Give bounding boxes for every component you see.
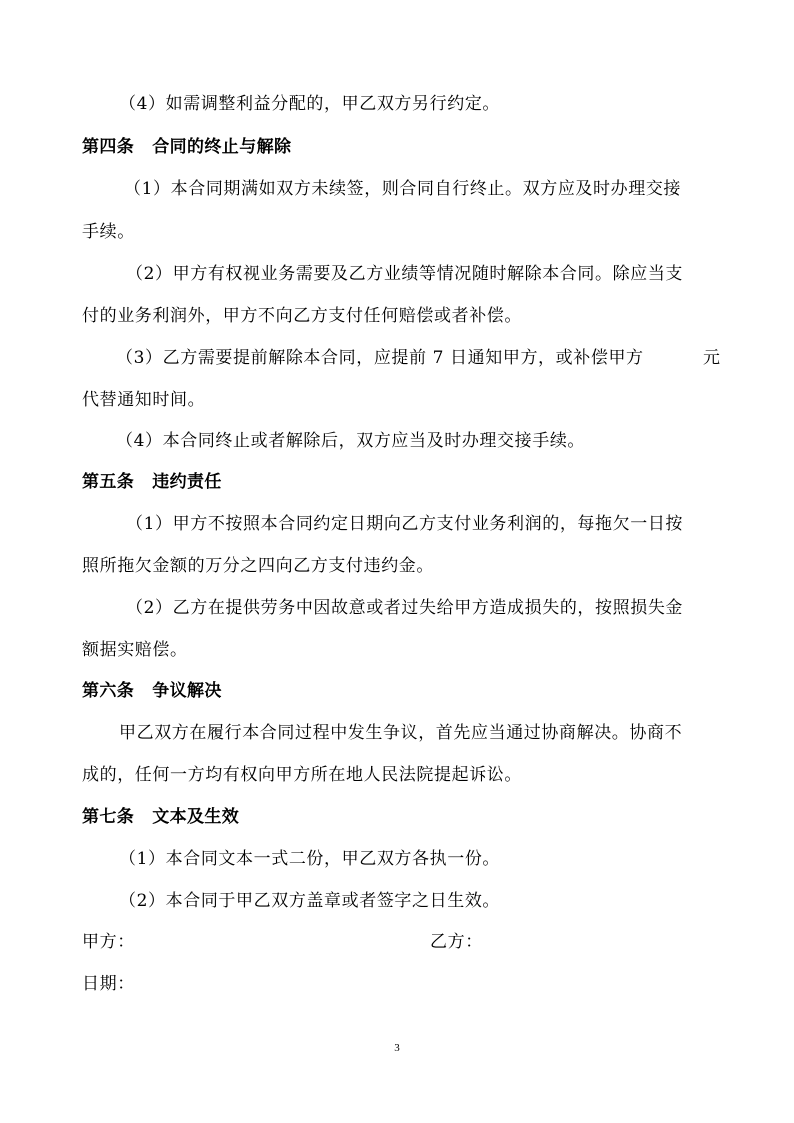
article-4-item-3-line-1: （3）乙方需要提前解除本合同，应提前 7 日通知甲方，或补偿甲方 bbox=[116, 348, 644, 368]
article-4-item-3-line-2: 代替通知时间。 bbox=[82, 390, 206, 410]
article-4-heading bbox=[82, 135, 291, 159]
article-4-item-1-line-2: 手续。 bbox=[82, 222, 135, 242]
article-5-title: 违约责任 bbox=[152, 472, 222, 492]
article-7-number: 第七条 bbox=[82, 807, 135, 827]
article-4-title: 合同的终止与解除 bbox=[152, 137, 292, 157]
article-5-item-2-line-2: 额据实赔偿。 bbox=[82, 640, 188, 660]
article-5-item-1-line-1: （1）甲方不按照本合同约定日期向乙方支付业务利润的，每拖欠一日按 bbox=[126, 514, 684, 534]
article-6-heading bbox=[82, 679, 222, 703]
article-5-number: 第五条 bbox=[82, 472, 135, 492]
article-7-title: 文本及生效 bbox=[152, 807, 240, 827]
article-4-item-2-line-2: 付的业务利润外，甲方不向乙方支付任何赔偿或者补偿。 bbox=[82, 306, 522, 326]
article-4-item-4: （4）本合同终止或者解除后，双方应当及时办理交接手续。 bbox=[116, 431, 586, 451]
article-4-number: 第四条 bbox=[82, 137, 135, 157]
article-6-line-1: 甲乙双方在履行本合同过程中发生争议，首先应当通过协商解决。协商不 bbox=[119, 723, 683, 743]
article-4-item-2-line-1: （2）甲方有权视业务需要及乙方业绩等情况随时解除本合同。除应当支 bbox=[126, 264, 684, 284]
article-4-item-3-unit: 元 bbox=[703, 348, 721, 368]
article-5-heading bbox=[82, 470, 222, 494]
page-number: 3 bbox=[394, 1042, 400, 1054]
article-6-number: 第六条 bbox=[82, 681, 135, 701]
article-7-item-2: （2）本合同于甲乙双方盖章或者签字之日生效。 bbox=[119, 891, 501, 911]
article-7-heading bbox=[82, 805, 239, 829]
article-6-line-2: 成的，任何一方均有权向甲方所在地人民法院提起诉讼。 bbox=[82, 765, 522, 785]
article-5-item-2-line-1: （2）乙方在提供劳务中因故意或者过失给甲方造成损失的，按照损失金 bbox=[126, 598, 684, 618]
date-label: 日期： bbox=[82, 974, 135, 994]
party-a-label: 甲方： bbox=[82, 932, 135, 952]
article-6-title: 争议解决 bbox=[152, 681, 222, 701]
article-4-item-1-line-1: （1）本合同期满如双方未续签，则合同自行终止。双方应及时办理交接 bbox=[124, 179, 682, 199]
clause-3-item-4: （4）如需调整利益分配的，甲乙双方另行约定。 bbox=[119, 94, 501, 114]
article-7-item-1: （1）本合同文本一式二份，甲乙双方各执一份。 bbox=[119, 849, 501, 869]
article-5-item-1-line-2: 照所拖欠金额的万分之四向乙方支付违约金。 bbox=[82, 556, 434, 576]
party-b-label: 乙方： bbox=[430, 932, 483, 952]
